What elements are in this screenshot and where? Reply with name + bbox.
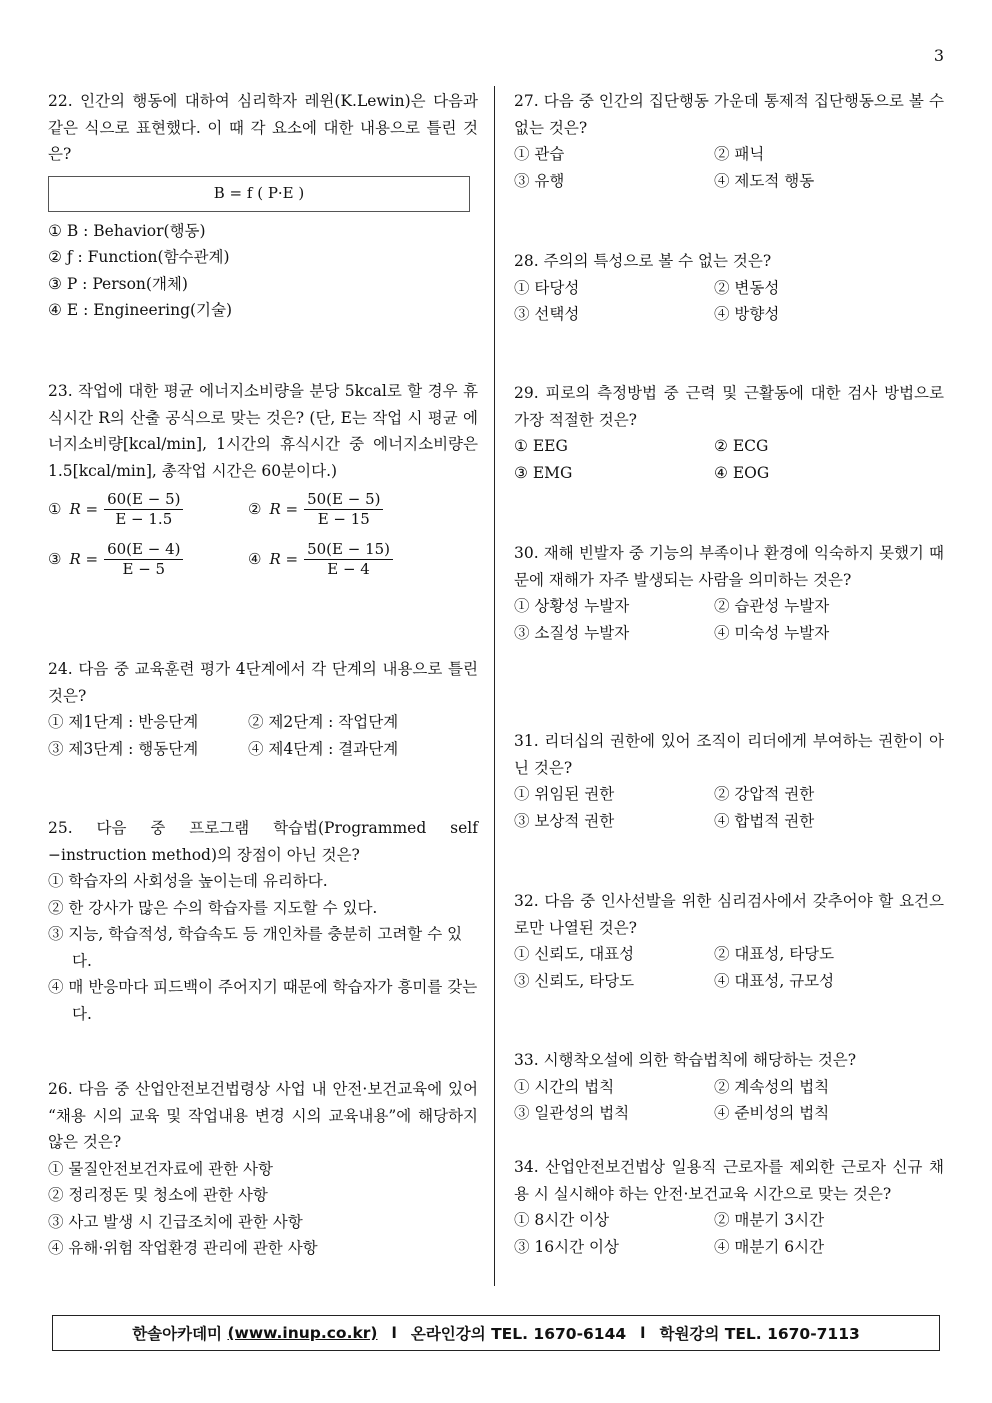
option-1: ① 상황성 누발자 [514,597,630,615]
options-grid [514,781,944,834]
numerator: 50(E − 15) [304,540,393,560]
option-2: ② 변동성 [714,278,780,297]
formula-lhs: R = [69,499,99,518]
option-1: ① 타당성 [514,278,580,297]
option-1: ① 제1단계 : 반응단계 [48,713,199,731]
option-4: ④ 대표성, 규모성 [714,971,835,990]
question-22 [48,88,478,324]
question-text: 32. 다음 중 인사선발을 위한 심리검사에서 갖추어야 할 요건으로만 나열된 것은? [514,892,944,937]
question-text: 29. 피로의 측정방법 중 근력 및 근활동에 대한 검사 방법으로 가장 적절한 것은? [514,384,944,429]
options-grid [514,1074,944,1127]
numerator: 60(E − 4) [104,540,183,560]
option-1: ① 시간의 법칙 [514,1077,615,1096]
option-4: ④ 준비성의 법칙 [714,1104,830,1122]
option-3: ③ EMG [514,463,573,482]
option-4: ④ E : Engineering(기술) [48,301,233,319]
option-1 [48,490,248,529]
question-34 [514,1154,944,1260]
option-3: ③ 소질성 누발자 [514,623,630,642]
question-text: 28. 주의의 특성으로 볼 수 없는 것은? [514,252,772,270]
option-2: ② 패닉 [714,145,765,163]
option-2: ② 계속성의 법칙 [714,1077,830,1096]
denominator: E − 4 [327,559,370,578]
option-row [48,484,478,534]
option-4: ④ EOG [714,463,770,482]
options-grid [48,709,478,762]
question-26 [48,1076,478,1262]
fraction [104,540,183,579]
option-3: ③ 지능, 학습적성, 학습속도 등 개인차를 충분히 고려할 수 있다. [48,925,463,970]
question-29 [514,380,944,486]
page-number: 3 [933,46,944,65]
option-4 [248,540,448,579]
option-4: ④ 합법적 권한 [714,811,815,830]
option-4: ④ 매 반응마다 피드백이 주어지기 때문에 학습자가 흥미를 갖는다. [48,978,478,1023]
question-text: 23. 작업에 대한 평균 에너지소비량을 분당 5kcal로 할 경우 휴식시간 R의 산출 공식으로 맞는 것은? (단, E는 작업 시 평균 에너지소비량[kcal/min], 1시간의 휴식시간 중 에너지소비량은 1.5[kcal/min], 총작업 시간은 60분이다.) [48,382,478,480]
question-30 [514,540,944,646]
option-2: ② ƒ : Function(함수관계) [48,248,230,266]
option-mark: ① [48,499,62,518]
fraction [304,490,383,529]
options-grid [514,941,944,994]
option-1: ① B : Behavior(행동) [48,221,206,240]
option-4: ④ 유해·위험 작업환경 관리에 관한 사항 [48,1239,318,1257]
options-grid [514,1207,944,1260]
option-4: ④ 미숙성 누발자 [714,623,830,642]
option-4: ④ 제4단계 : 결과단계 [248,739,399,758]
formula-lhs: R = [69,549,99,568]
question-text: 27. 다음 중 인간의 집단행동 가운데 통제적 집단행동으로 볼 수 없는 것은? [514,92,944,137]
option-3: ③ 보상적 권한 [514,811,615,830]
option-2: ② 정리정돈 및 청소에 관한 사항 [48,1186,268,1204]
option-1: ① 학습자의 사회성을 높이는데 유리하다. [48,872,328,890]
options-grid [514,593,944,646]
fraction [304,540,393,579]
options-grid [514,141,944,194]
option-3 [48,540,248,579]
question-text: 30. 재해 빈발자 중 기능의 부족이나 환경에 익숙하지 못했기 때문에 재해가 자주 발생되는 사람을 의미하는 것은? [514,544,944,589]
options-grid [514,433,944,486]
academy-url-link[interactable]: (www.inup.co.kr) [227,1324,378,1342]
column-divider [494,86,495,1286]
footer-bar [52,1315,940,1351]
question-24 [48,656,478,762]
option-2: ② 제2단계 : 작업단계 [248,713,399,731]
option-1: ① 신뢰도, 대표성 [514,945,635,963]
denominator: E − 15 [317,509,370,528]
option-row [48,534,478,584]
formula-lhs: R = [269,499,299,518]
question-27 [514,88,944,194]
option-mark: ③ [48,549,62,568]
option-1: ① 8시간 이상 [514,1211,610,1229]
denominator: E − 1.5 [115,509,173,528]
option-3: ③ 유행 [514,171,565,190]
option-1: ① 관습 [514,145,565,163]
fraction [104,490,183,529]
option-3: ③ 일관성의 법칙 [514,1104,630,1122]
option-4: ④ 방향성 [714,305,780,323]
formula-lhs: R = [269,549,299,568]
question-text: 33. 시행착오설에 의한 학습법칙에 해당하는 것은? [514,1051,857,1069]
academy-name: 한솔아카데미 [132,1325,223,1343]
option-4: ④ 매분기 6시간 [714,1237,825,1256]
option-mark: ④ [248,549,262,568]
question-text: 26. 다음 중 산업안전보건법령상 사업 내 안전·보건교육에 있어 “채용 시의 교육 및 작업내용 변경 시의 교육내용”에 해당하지 않은 것은? [48,1080,478,1151]
numerator: 50(E − 5) [304,490,383,510]
question-32 [514,888,944,994]
question-25 [48,815,478,1027]
option-3: ③ 16시간 이상 [514,1237,619,1256]
question-33 [514,1047,944,1127]
offline-lecture-tel: 학원강의 TEL. 1670-7113 [659,1325,860,1343]
option-2: ② 강압적 권한 [714,785,815,803]
option-mark: ② [248,499,262,518]
question-text: 34. 산업안전보건법상 일용직 근로자를 제외한 근로자 신규 채용 시 실시해야 하는 안전·보건교육 시간으로 맞는 것은? [514,1158,944,1203]
denominator: E − 5 [122,559,166,578]
option-1: ① 물질안전보건자료에 관한 사항 [48,1159,273,1178]
question-text: 24. 다음 중 교육훈련 평가 4단계에서 각 단계의 내용으로 틀린 것은? [48,660,478,705]
option-2: ② 한 강사가 많은 수의 학습자를 지도할 수 있다. [48,898,378,917]
option-3: ③ 신뢰도, 타당도 [514,971,635,990]
question-23 [48,378,478,584]
online-lecture-tel: 온라인강의 TEL. 1670-6144 [410,1325,627,1343]
option-1: ① 위임된 권한 [514,785,615,803]
option-3: ③ P : Person(개체) [48,274,188,293]
option-2: ② 대표성, 타당도 [714,945,835,963]
formula-box [48,176,470,212]
option-4: ④ 제도적 행동 [714,171,815,190]
option-1: ① EEG [514,437,568,455]
question-text: 31. 리더십의 권한에 있어 조직이 리더에게 부여하는 권한이 아닌 것은? [514,732,944,777]
option-3: ③ 사고 발생 시 긴급조치에 관한 사항 [48,1212,303,1231]
option-2: ② ECG [714,437,769,455]
formula: B = f ( P·E ) [213,184,305,203]
option-2 [248,490,448,529]
question-text: 25. 다음 중 프로그램 학습법(Programmed self −instruction method)의 장점이 아닌 것은? [48,819,478,864]
option-3: ③ 선택성 [514,305,580,323]
question-text: 22. 인간의 행동에 대하여 심리학자 레윈(K.Lewin)은 다음과 같은 식으로 표현했다. 이 때 각 요소에 대한 내용으로 틀린 것은? [48,92,478,163]
options-grid [514,275,944,328]
option-2: ② 매분기 3시간 [714,1211,825,1229]
question-31 [514,728,944,834]
separator: l [640,1324,646,1342]
numerator: 60(E − 5) [104,490,183,510]
separator: l [391,1324,397,1342]
option-2: ② 습관성 누발자 [714,597,830,615]
option-3: ③ 제3단계 : 행동단계 [48,739,199,758]
question-28 [514,248,944,328]
